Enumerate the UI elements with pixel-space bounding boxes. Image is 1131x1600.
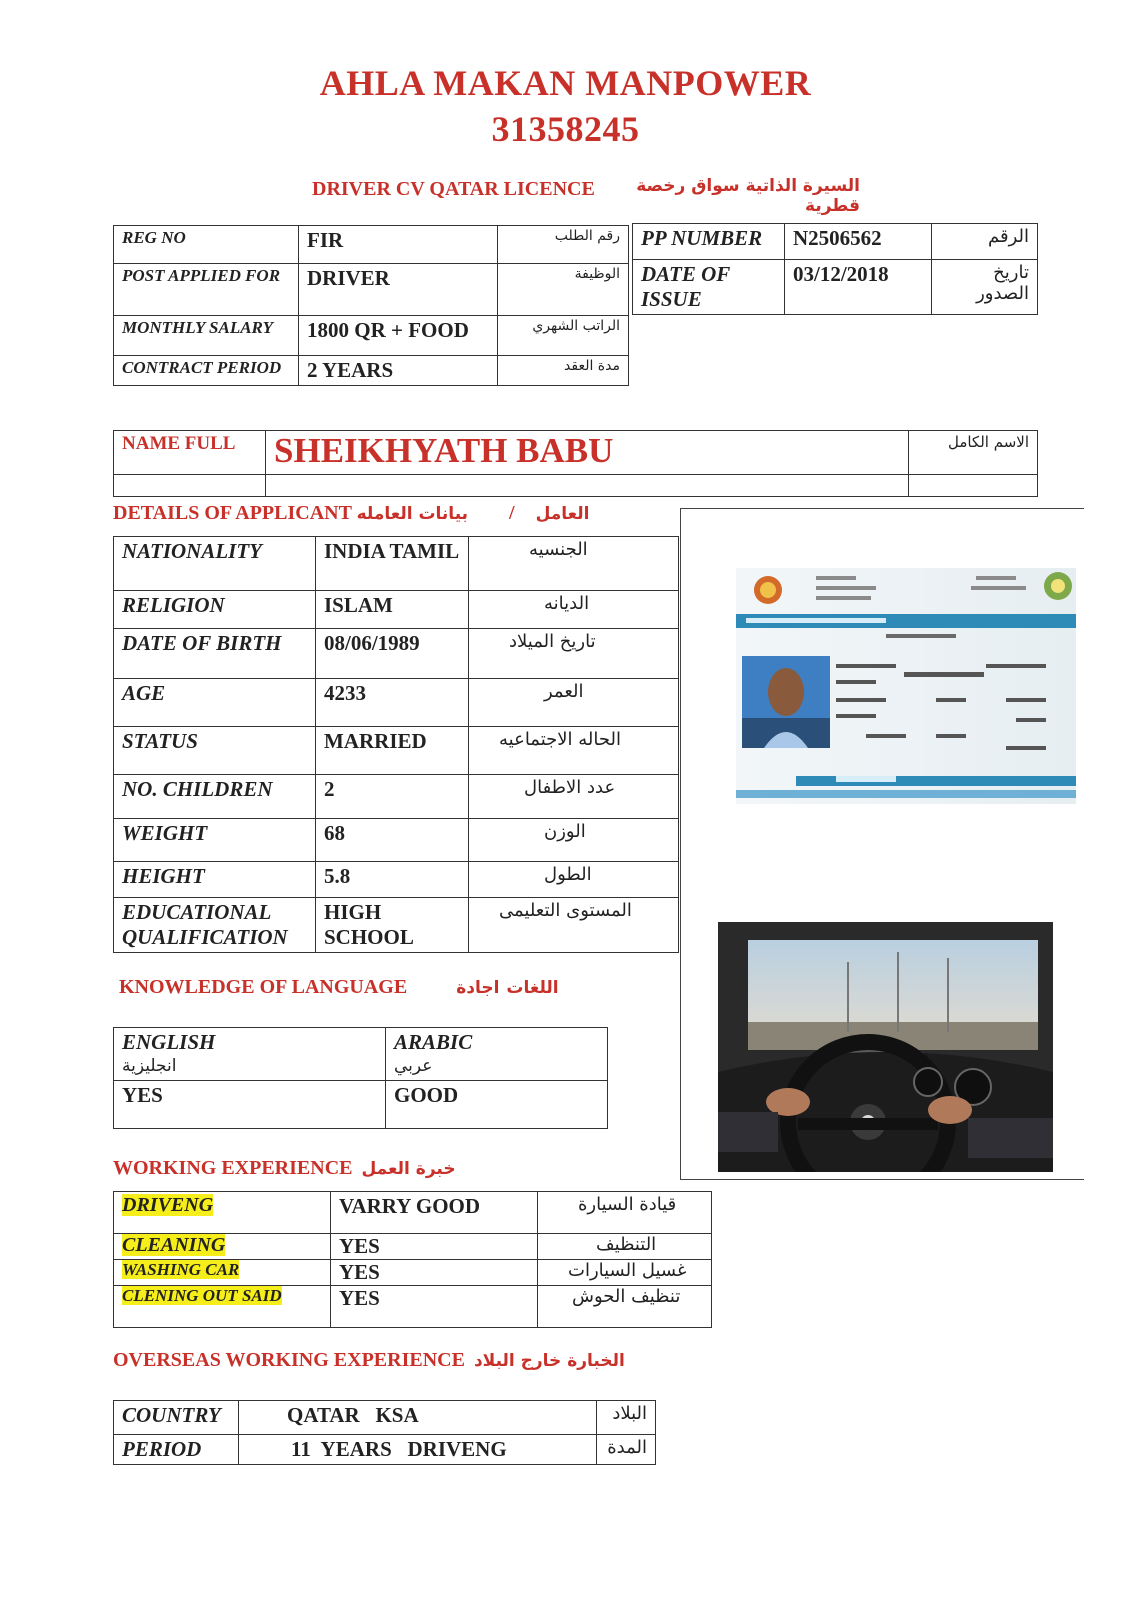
cleaning-outside-label: CLENING OUT SAID: [122, 1286, 282, 1305]
company-name: AHLA MAKAN MANPOWER: [319, 63, 812, 103]
table-row: [114, 819, 679, 862]
name-table: [113, 430, 1038, 497]
status-arabic: الحاله الاجتماعيه: [499, 729, 621, 750]
education-label: EDUCATIONAL QUALIFICATION: [114, 898, 316, 953]
experience-table: [113, 1191, 712, 1328]
issue-date-arabic: تاريخ الصدور: [932, 260, 1038, 315]
period-label: PERIOD: [114, 1435, 239, 1465]
table-row: [114, 264, 629, 316]
nationality-label: NATIONALITY: [114, 537, 316, 591]
table-row: [114, 226, 629, 264]
height-value: 5.8: [316, 862, 469, 898]
table-row: [633, 224, 1038, 260]
table-row: [114, 1081, 608, 1129]
dob-value: 08/06/1989: [316, 629, 469, 679]
period-value: 11 YEARS DRIVENG: [239, 1435, 597, 1465]
weight-label: WEIGHT: [114, 819, 316, 862]
cleaning-arabic: التنظيف: [596, 1234, 657, 1255]
job-table: [113, 225, 629, 386]
status-label: STATUS: [114, 727, 316, 775]
cv-title: DRIVER CV QATAR LICENCE: [312, 178, 595, 200]
age-label: AGE: [114, 679, 316, 727]
cleaning-outside-value: YES: [331, 1286, 538, 1328]
overseas-title-ar: الخبارة خارج البلاد: [473, 1351, 625, 1371]
education-value: HIGH SCHOOL: [316, 898, 469, 953]
period-arabic: المدة: [597, 1435, 656, 1465]
table-row: [114, 591, 679, 629]
full-name: SHEIKHYATH BABU: [266, 431, 909, 475]
table-row: [114, 356, 629, 386]
salary-arabic: الراتب الشهري: [498, 316, 629, 356]
name-label: NAME FULL: [114, 431, 266, 475]
dob-label: DATE OF BIRTH: [114, 629, 316, 679]
post-arabic: الوظيفة: [498, 264, 629, 316]
car-interior-image: [718, 922, 1053, 1172]
english-label: ENGLISH: [122, 1030, 216, 1054]
passport-table: [632, 223, 1038, 315]
english-arabic: انجليزية: [122, 1056, 177, 1076]
english-value: YES: [114, 1081, 386, 1129]
table-row: [114, 1028, 608, 1081]
nationality-value: INDIA TAMIL: [316, 537, 469, 591]
overseas-title-en: OVERSEAS WORKING EXPERIENCE: [113, 1349, 465, 1371]
washing-car-label: WASHING CAR: [122, 1260, 240, 1279]
cleaning-label: CLEANING: [122, 1234, 226, 1256]
language-title-en: KNOWLEDGE OF LANGUAGE: [119, 976, 408, 998]
language-table: [113, 1027, 608, 1129]
religion-label: RELIGION: [114, 591, 316, 629]
overseas-table: [113, 1400, 656, 1465]
religion-value: ISLAM: [316, 591, 469, 629]
contract-value: 2 YEARS: [299, 356, 498, 386]
issue-date-value: 03/12/2018: [785, 260, 932, 315]
arabic-arabic: عربي: [394, 1056, 433, 1076]
status-value: MARRIED: [316, 727, 469, 775]
table-row: [114, 316, 629, 356]
arabic-label: ARABIC: [394, 1030, 473, 1054]
reg-no-arabic: رقم الطلب: [498, 226, 629, 264]
reg-no-value: FIR: [299, 226, 498, 264]
weight-value: 68: [316, 819, 469, 862]
salary-value: 1800 QR + FOOD: [299, 316, 498, 356]
language-title-ar-2: اجادة: [456, 978, 500, 998]
experience-title-en: WORKING EXPERIENCE: [113, 1157, 353, 1179]
table-row: [633, 260, 1038, 315]
overseas-heading: [113, 1349, 625, 1372]
washing-car-value: YES: [331, 1260, 538, 1286]
dob-arabic: تاريخ الميلاد: [509, 631, 596, 652]
language-title-ar: اللغات: [506, 978, 559, 998]
children-value: 2: [316, 775, 469, 819]
details-table: [113, 536, 679, 953]
experience-title-ar: خبرة العمل: [361, 1159, 456, 1179]
children-label: NO. CHILDREN: [114, 775, 316, 819]
issue-date-label: DATE OF ISSUE: [633, 260, 785, 315]
age-arabic: العمر: [544, 681, 584, 702]
table-row: [114, 862, 679, 898]
religion-arabic: الديانه: [544, 593, 590, 614]
driving-value: VARRY GOOD: [331, 1192, 538, 1234]
driving-label: DRIVENG: [122, 1194, 214, 1216]
table-row: [114, 1234, 712, 1260]
table-row: [114, 1435, 656, 1465]
details-separator: /: [509, 502, 515, 524]
language-heading: [119, 976, 559, 999]
children-arabic: عدد الاطفال: [524, 777, 616, 798]
washing-car-arabic: غسيل السيارات: [568, 1260, 687, 1281]
contract-label: CONTRACT PERIOD: [114, 356, 299, 386]
post-label: POST APPLIED FOR: [114, 264, 299, 316]
table-row: [114, 1286, 712, 1328]
arabic-value: GOOD: [386, 1081, 608, 1129]
table-row: [114, 431, 1038, 475]
nationality-arabic: الجنسيه: [529, 539, 588, 560]
name-arabic: الاسم الكامل: [909, 431, 1038, 475]
details-title-ar-2: بيانات العامله: [356, 504, 469, 524]
table-row: [114, 1401, 656, 1435]
company-phone: 31358245: [491, 109, 640, 149]
reg-no-label: REG NO: [114, 226, 299, 264]
table-row: [114, 1260, 712, 1286]
pp-number-arabic: الرقم: [932, 224, 1038, 260]
table-row: [114, 475, 1038, 497]
pp-number-label: PP NUMBER: [633, 224, 785, 260]
details-title-en: DETAILS OF APPLICANT: [113, 502, 352, 524]
salary-label: MONTHLY SALARY: [114, 316, 299, 356]
driving-arabic: قيادة السيارة: [578, 1194, 677, 1215]
country-label: COUNTRY: [114, 1401, 239, 1435]
details-heading: [113, 502, 589, 525]
height-label: HEIGHT: [114, 862, 316, 898]
education-arabic: المستوى التعليمى: [499, 900, 632, 921]
table-row: [114, 898, 679, 953]
table-row: [114, 537, 679, 591]
age-value: 4233: [316, 679, 469, 727]
table-row: [114, 727, 679, 775]
table-row: [114, 629, 679, 679]
pp-number-value: N2506562: [785, 224, 932, 260]
cleaning-value: YES: [331, 1234, 538, 1260]
post-value: DRIVER: [299, 264, 498, 316]
contract-arabic: مدة العقد: [498, 356, 629, 386]
weight-arabic: الوزن: [544, 821, 586, 842]
cleaning-outside-arabic: تنظيف الحوش: [572, 1286, 681, 1307]
height-arabic: الطول: [544, 864, 592, 885]
table-row: [114, 775, 679, 819]
cv-title-arabic: السيرة الذاتية سواق رخصة قطرية: [636, 176, 860, 216]
experience-heading: [113, 1157, 456, 1180]
country-arabic: البلاد: [597, 1401, 656, 1435]
table-row: [114, 1192, 712, 1234]
details-title-ar-1: العامل: [535, 504, 590, 524]
country-value: QATAR KSA: [239, 1401, 597, 1435]
licence-card-image: [736, 568, 1076, 804]
table-row: [114, 679, 679, 727]
